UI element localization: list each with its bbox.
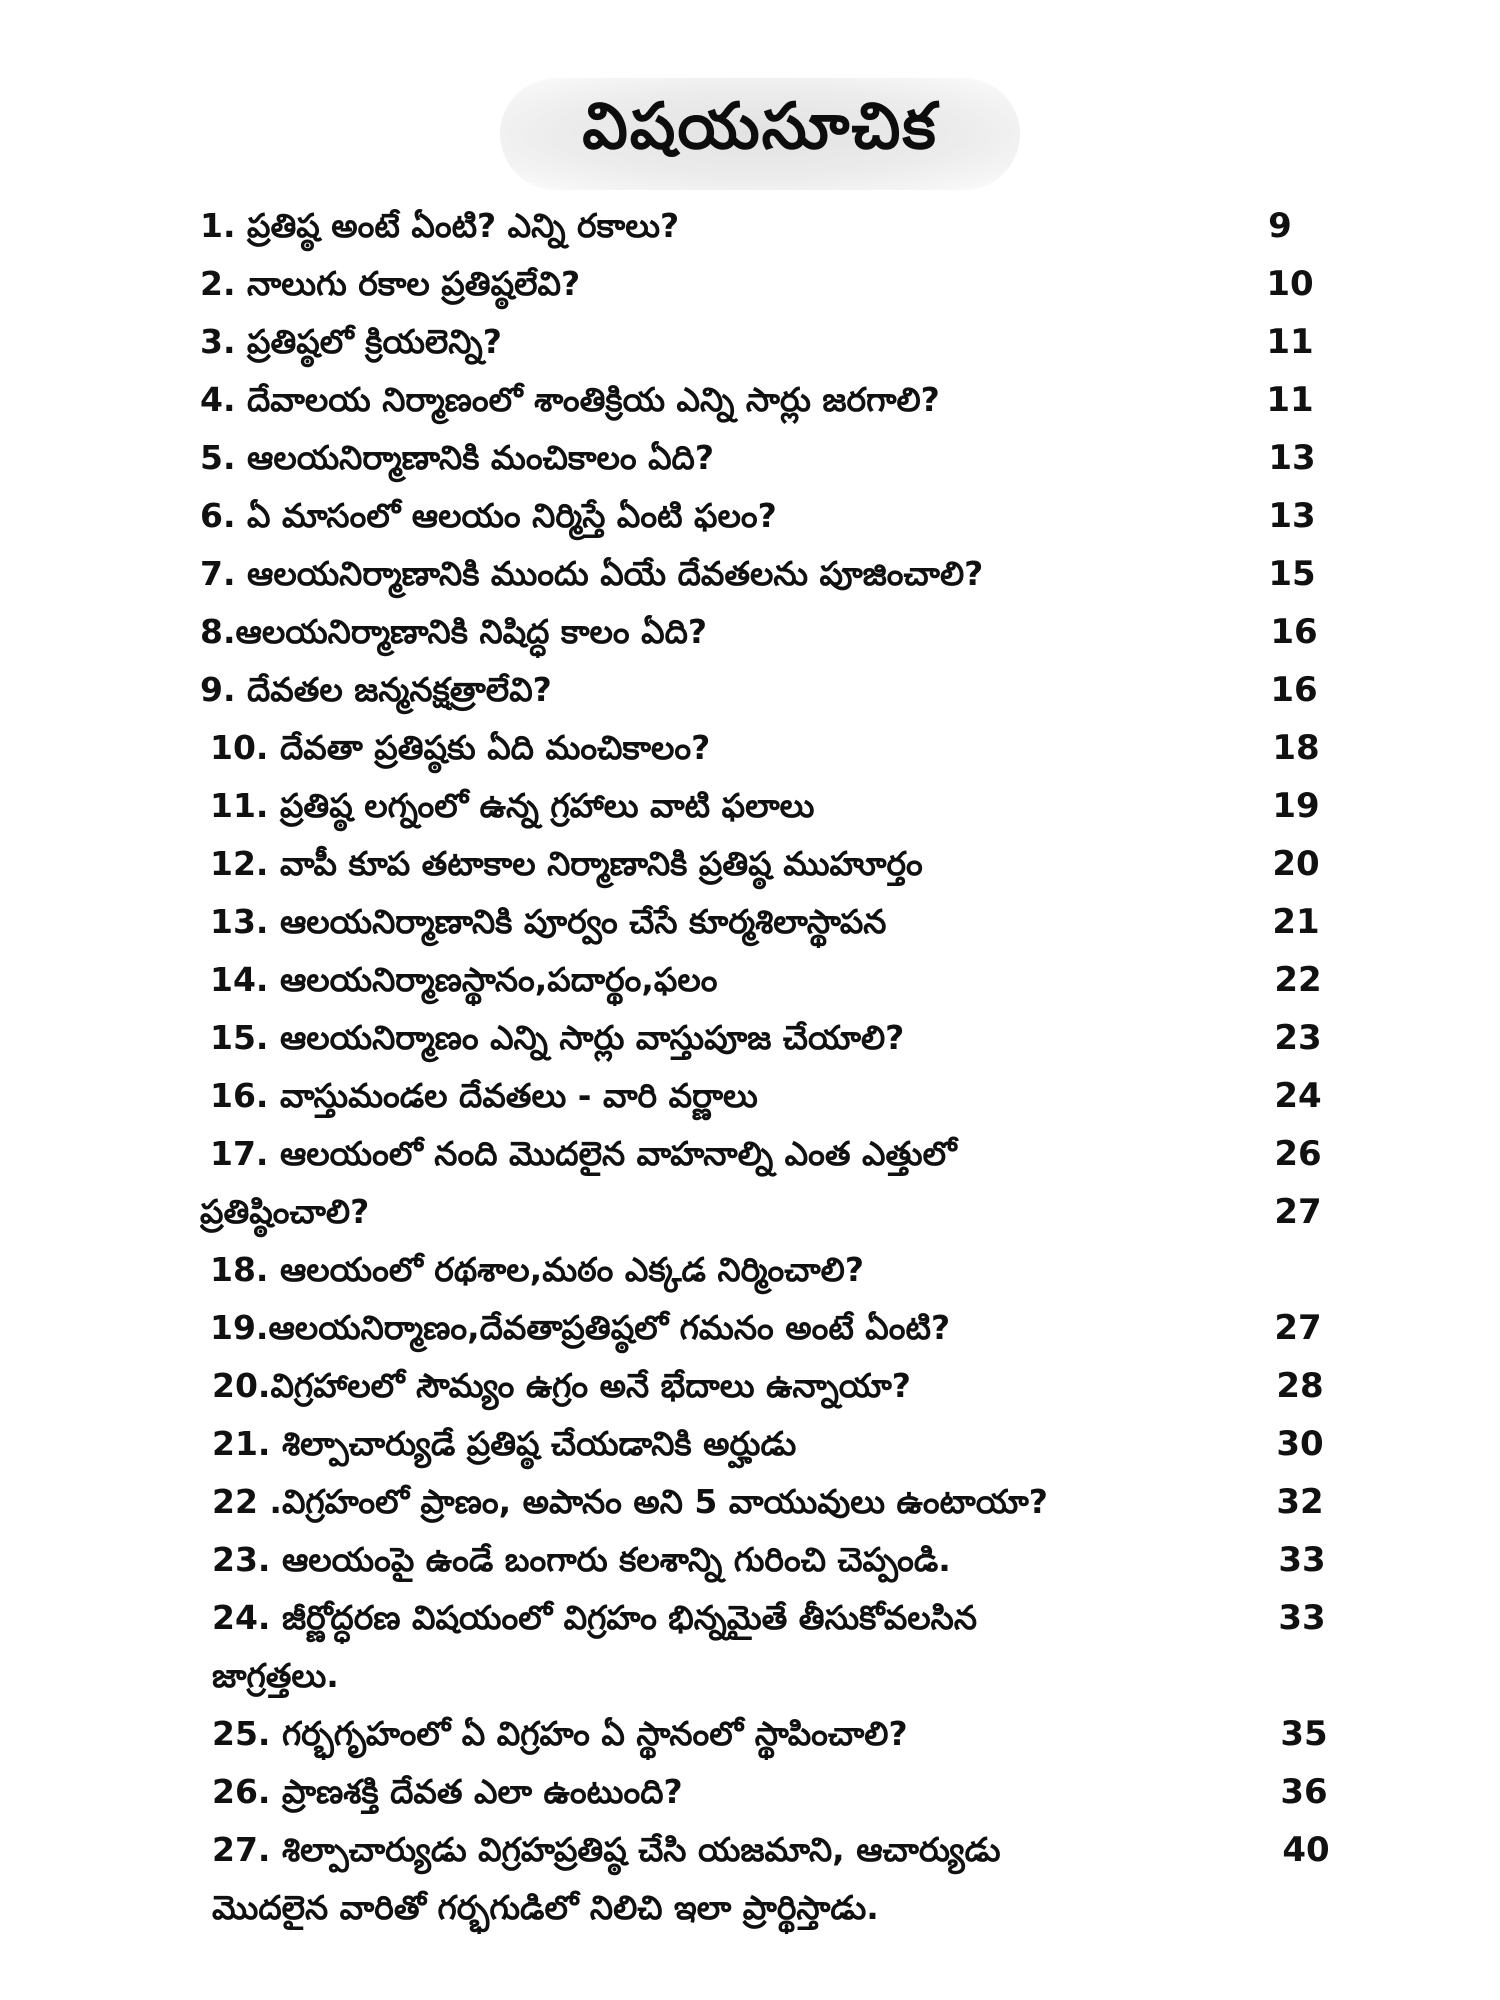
toc-entry-text: 1. ప్రతిష్ఠ అంటే ఏంటి? ఎన్ని రకాలు? [200, 206, 680, 245]
toc-entry-text: 22 .విగ్రహంలో ప్రాణం, అపానం అని 5 వాయువులు ఉంటాయా? [212, 1482, 1048, 1521]
toc-entry [0, 316, 1500, 368]
toc-entry-text: 19.ఆలయనిర్మాణం,దేవతాప్రతిష్ఠలో గమనం అంటే ఏంటి? [210, 1308, 951, 1347]
toc-entry-page: 13 [1268, 496, 1316, 536]
toc-entry [0, 1418, 1500, 1470]
toc-entry-page: 33 [1278, 1540, 1326, 1580]
toc-entry [0, 1476, 1500, 1528]
toc-entry [0, 258, 1500, 310]
toc-entry [0, 1592, 1500, 1644]
toc-entry-page: 18 [1272, 728, 1320, 768]
toc-entry-text: 3. ప్రతిష్ఠలో క్రియలెన్ని? [200, 322, 502, 361]
toc-entry [0, 780, 1500, 832]
toc-entry-page: 16 [1270, 670, 1318, 710]
toc-entry-text: 27. శిల్పాచార్యుడు విగ్రహప్రతిష్ఠ చేసి యజమాని, ఆచార్యుడు [212, 1830, 1001, 1869]
toc-entry-text: 24. జీర్ణోద్ధరణ విషయంలో విగ్రహం భిన్నమైతే తీసుకోవలసిన [212, 1598, 978, 1637]
toc-entry [0, 1012, 1500, 1064]
toc-entry [0, 1708, 1500, 1760]
toc-entry-page: 22 [1274, 960, 1322, 1000]
toc-entry-page: 30 [1276, 1424, 1324, 1464]
toc-entry-text: 16. వాస్తుమండల దేవతలు - వారి వర్ణాలు [210, 1076, 758, 1115]
toc-entry-page: 19 [1272, 786, 1320, 826]
page-title: విషయసూచిక [582, 89, 938, 164]
toc-entry-text: 11. ప్రతిష్ఠ లగ్నంలో ఉన్న గ్రహాలు వాటి ఫలాలు [210, 786, 815, 825]
toc-entry-page: 20 [1272, 844, 1320, 884]
toc-entry-text: 9. దేవతల జన్మనక్షత్రాలేవి? [200, 670, 552, 709]
toc-entry [0, 838, 1500, 890]
toc-entry-text: 8.ఆలయనిర్మాణానికి నిషిద్ధ కాలం ఏది? [200, 612, 708, 651]
toc-entry-text: 5. ఆలయనిర్మాణానికి మంచికాలం ఏది? [200, 438, 714, 477]
toc-entry-page: 27 [1274, 1192, 1322, 1232]
toc-entry-page: 32 [1276, 1482, 1324, 1522]
toc-entry-page: 9 [1268, 206, 1292, 246]
toc-entry-text: 21. శిల్పాచార్యుడే ప్రతిష్ఠ చేయడానికి అర్హుడు [212, 1424, 797, 1463]
toc-entry-text: 23. ఆలయంపై ఉండే బంగారు కలశాన్ని గురించి చెప్పండి. [212, 1540, 951, 1579]
toc-entry-text: 12. వాపీ కూప తటాకాల నిర్మాణానికి ప్రతిష్ఠ ముహూర్తం [210, 844, 923, 883]
toc-entry-text: 4. దేవాలయ నిర్మాణంలో శాంతిక్రియ ఎన్ని సార్లు జరగాలి? [200, 380, 940, 419]
toc-entry-page: 40 [1282, 1830, 1330, 1870]
toc-entry-text: 17. ఆలయంలో నంది మొదలైన వాహనాల్ని ఎంత ఎత్తులో [210, 1134, 957, 1173]
toc-entry [0, 1128, 1500, 1180]
toc-entry [0, 1244, 1500, 1296]
toc-entry-text: 25. గర్భగృహంలో ఏ విగ్రహం ఏ స్థానంలో స్థాపించాలి? [212, 1714, 908, 1753]
toc-entry-continuation [0, 1882, 1500, 1934]
toc-entry-page: 10 [1266, 264, 1314, 304]
toc-entry-page: 13 [1268, 438, 1316, 478]
toc-entry-text: 10. దేవతా ప్రతిష్ఠకు ఏది మంచికాలం? [210, 728, 711, 767]
toc-entry-page: 36 [1280, 1772, 1328, 1812]
toc-entry-page: 26 [1274, 1134, 1322, 1174]
toc-entry [0, 1766, 1500, 1818]
toc-entry [0, 548, 1500, 600]
toc-entry-page: 11 [1266, 322, 1314, 362]
toc-entry-text: 7. ఆలయనిర్మాణానికి ముందు ఏయే దేవతలను పూజించాలి? [200, 554, 984, 593]
toc-entry-page: 24 [1274, 1076, 1322, 1116]
toc-entry-text: మొదలైన వారితో గర్భగుడిలో నిలిచి ఇలా ప్రార్థిస్తాడు. [212, 1888, 879, 1927]
toc-entry [0, 1070, 1500, 1122]
toc-entry-text: 15. ఆలయనిర్మాణం ఎన్ని సార్లు వాస్తుపూజ చేయాలి? [210, 1018, 905, 1057]
title-banner [500, 78, 1020, 190]
toc-entry [0, 1824, 1500, 1876]
toc-entry [0, 722, 1500, 774]
toc-entry-page: 11 [1266, 380, 1314, 420]
toc-entry-page: 15 [1268, 554, 1316, 594]
toc-entry [0, 490, 1500, 542]
toc-entry-text: ప్రతిష్ఠించాలి? [200, 1192, 370, 1231]
toc-entry-text: 20.విగ్రహాలలో సౌమ్యం ఉగ్రం అనే భేదాలు ఉన్నాయా? [212, 1366, 911, 1405]
toc-entry [0, 896, 1500, 948]
toc-entry [0, 200, 1500, 252]
toc-entry-continuation [0, 1650, 1500, 1702]
toc-entry [0, 1360, 1500, 1412]
toc-entry-text: 13. ఆలయనిర్మాణానికి పూర్వం చేసే కూర్మశిలాస్థాపన [210, 902, 887, 941]
toc-entry-continuation [0, 1186, 1500, 1238]
toc-entry-text: 2. నాలుగు రకాల ప్రతిష్ఠలేవి? [200, 264, 581, 303]
toc-entry-text: 6. ఏ మాసంలో ఆలయం నిర్మిస్తే ఏంటి ఫలం? [200, 496, 777, 535]
toc-entry-text: 14. ఆలయనిర్మాణస్థానం,పదార్థం,ఫలం [210, 960, 718, 999]
toc-entry-text: 18. ఆలయంలో రథశాల,మఠం ఎక్కడ నిర్మించాలి? [210, 1250, 864, 1289]
toc-entry [0, 954, 1500, 1006]
toc-entry [0, 432, 1500, 484]
toc-entry-page: 28 [1276, 1366, 1324, 1406]
toc-entry-text: జాగ్రత్తలు. [212, 1656, 339, 1695]
toc-entry [0, 1302, 1500, 1354]
toc-entry-text: 26. ప్రాణశక్తి దేవత ఎలా ఉంటుంది? [212, 1772, 683, 1811]
toc-entry [0, 606, 1500, 658]
toc-entry-page: 21 [1272, 902, 1320, 942]
toc-entry-page: 35 [1280, 1714, 1328, 1754]
toc-entry-page: 33 [1278, 1598, 1326, 1638]
toc-entry [0, 374, 1500, 426]
toc-entry [0, 664, 1500, 716]
toc-entry-page: 23 [1274, 1018, 1322, 1058]
toc-entry [0, 1534, 1500, 1586]
toc-entry-page: 27 [1274, 1308, 1322, 1348]
toc-entry-page: 16 [1270, 612, 1318, 652]
